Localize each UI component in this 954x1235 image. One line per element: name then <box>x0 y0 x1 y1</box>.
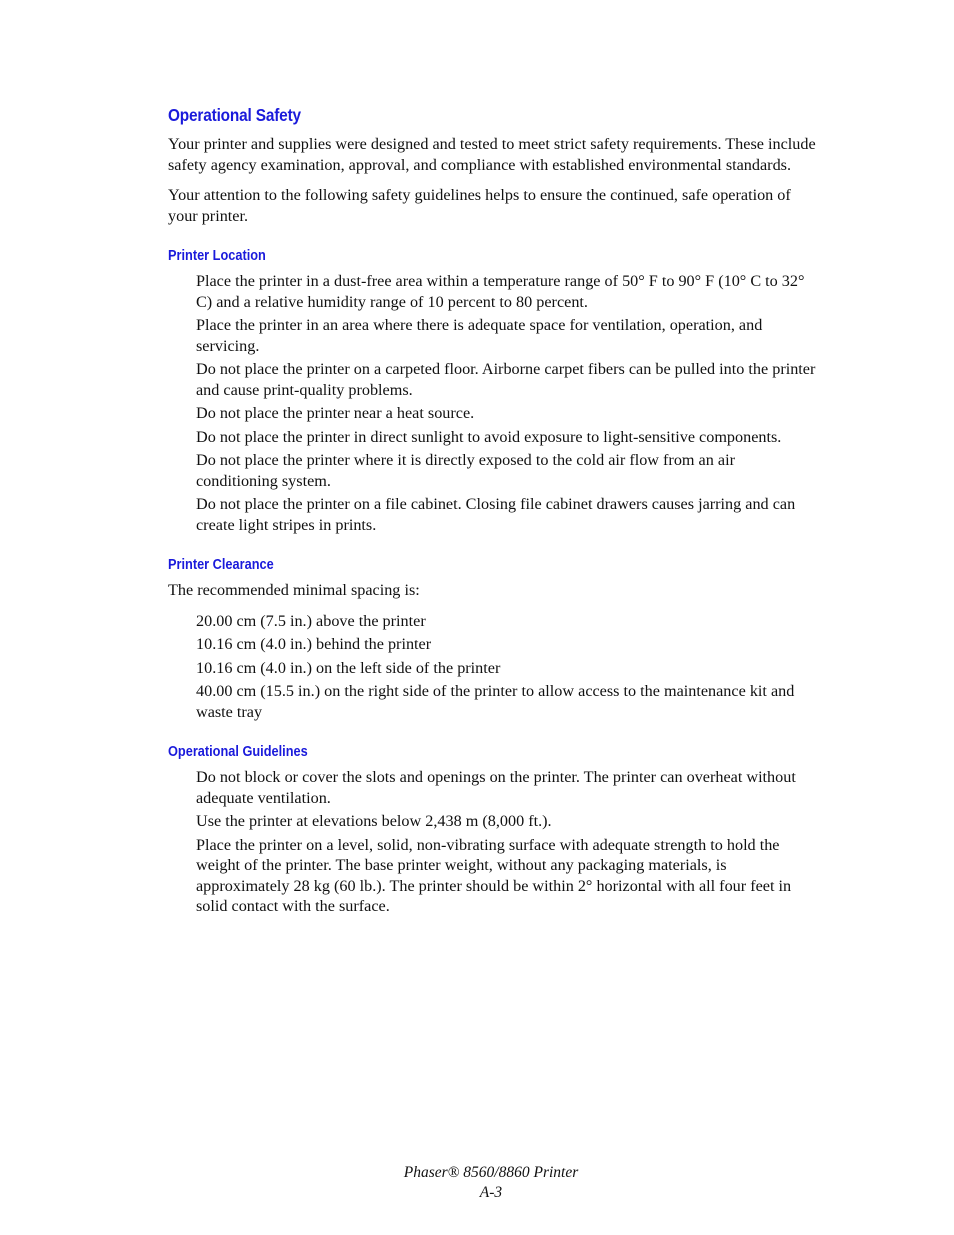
footer-product: Phaser® 8560/8860 Printer <box>403 1164 579 1181</box>
list-item: 10.16 cm (4.0 in.) behind the printer <box>196 635 432 653</box>
list-item: Do not place the printer in direct sunlight to avoid exposure to light-sensitive components. <box>196 427 782 446</box>
list-item: Do not place the printer near a heat source. <box>196 404 475 422</box>
page-number: A-3 <box>479 1184 503 1201</box>
list-item: Do not place the printer on a carpeted floor. Airborne carpet fibers can be pulled into the printer and cause print-quality problems. <box>196 360 816 399</box>
printer-location-list <box>168 271 818 535</box>
list-item: 40.00 cm (15.5 in.) on the right side of the printer to allow access to the maintenance kit and waste tray <box>196 682 795 721</box>
list-item: Place the printer on a level, solid, non-vibrating surface with adequate strength to hold the weight of the printer. The base printer weight, without any packaging materials, is approximately 28 kg (60 lb.). The printer should be within 2° horizontal with all four feet in solid contact with the surface. <box>196 835 792 915</box>
list-item: 10.16 cm (4.0 in.) on the left side of the printer <box>196 658 501 677</box>
list-item: Do not place the printer where it is directly exposed to the cold air flow from an air conditioning system. <box>196 451 735 490</box>
intro-paragraph: Your attention to the following safety guidelines helps to ensure the continued, safe operation of your printer. <box>168 186 791 225</box>
document-body <box>168 105 818 920</box>
section-title: Operational Safety <box>168 105 301 125</box>
operational-guidelines-heading: Operational Guidelines <box>168 744 308 760</box>
page-footer <box>0 1163 954 1203</box>
printer-clearance-heading: Printer Clearance <box>168 557 274 573</box>
intro-paragraph: Your printer and supplies were designed and tested to meet strict safety requirements. These include safety agency examination, approval, and compliance with established environmental standards. <box>168 135 816 174</box>
list-item: Do not block or cover the slots and openings on the printer. The printer can overheat without adequate ventilation. <box>196 768 796 807</box>
list-item: 20.00 cm (7.5 in.) above the printer <box>196 611 426 630</box>
list-item: Do not place the printer on a file cabinet. Closing file cabinet drawers causes jarring and can create light stripes in prints. <box>196 495 796 534</box>
printer-location-heading: Printer Location <box>168 248 266 264</box>
printer-clearance-list <box>168 611 818 723</box>
clearance-lead: The recommended minimal spacing is: <box>168 581 420 599</box>
list-item: Use the printer at elevations below 2,438 m (8,000 ft.). <box>196 812 552 830</box>
list-item: Place the printer in a dust-free area within a temperature range of 50° F to 90° F (10° C to 32° C) and a relative humidity range of 10 percent to 80 percent. <box>196 272 805 311</box>
operational-guidelines-list <box>168 767 818 917</box>
list-item: Place the printer in an area where there is adequate space for ventilation, operation, and servicing. <box>196 316 763 355</box>
